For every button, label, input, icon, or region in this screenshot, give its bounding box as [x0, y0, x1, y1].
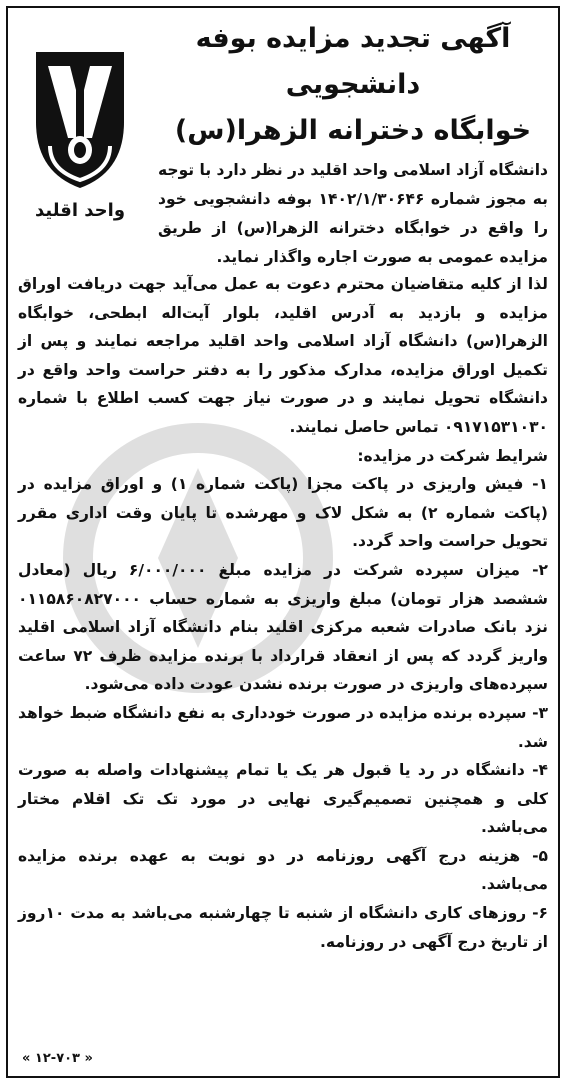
university-logo: [20, 42, 140, 262]
condition-item: ۴- دانشگاه در رد یا قبول هر یک یا تمام پیشنهادات واصله به صورت کلی و همچنین تصمیم‌گیری نهایی در مورد تک تک اقلام مختار می‌باشد.: [18, 761, 548, 837]
notice-frame: [6, 6, 560, 1078]
condition-item: ۲- میزان سپرده شرکت در مزایده مبلغ ۶/۰۰۰/۰۰۰ ریال (معادل ششصد هزار تومان) مبلغ واریزی به شماره حساب ۰۱۱۵۸۶۰۸۲۷۰۰۰ نزد بانک صادرات شعبه مرکزی اقلید بنام دانشگاه آزاد اسلامی اقلید واریز گردد که پس از انعقاد قرارداد با برنده مزایده ظرف ۷۲ ساعت سپرده‌های واریزی در صورت برنده نشدن عودت داده می‌شود.: [18, 560, 548, 694]
condition-item: ۵- هزینه درج آگهی روزنامه در دو نوبت به عهده برنده مزایده می‌باشد.: [18, 846, 548, 894]
invite-paragraph: لذا از کلیه متقاضیان محترم دعوت به عمل می‌آید جهت دریافت اوراق مزایده و بازدید به آدرس اقلید، بلوار آیت‌اله ابطحی، خوابگاه الزهرا(س) دانشگاه آزاد اسلامی واحد اقلید مراجعه نمایند و پس از تکمیل اوراق مزایده، مدارک مذکور را به دفتر حراست واحد واقع در دانشگاه تحویل نمایند و در صورت نیاز جهت کسب اطلاع با شماره ۰۹۱۷۱۵۳۱۰۳۰ تماس حاصل نمایند.: [18, 275, 548, 436]
notice-header: [8, 8, 558, 276]
intro-paragraph: دانشگاه آزاد اسلامی واحد اقلید در نظر دارد با توجه به مجوز شماره ۱۴۰۲/۱/۳۰۶۴۶ بوفه دانشجویی خود را واقع در خوابگاه دخترانه الزهرا(س) از طریق مزایده عمومی به صورت اجاره واگذار نماید.: [158, 161, 548, 266]
conditions-heading: شرایط شرکت در مزایده:: [357, 446, 548, 465]
condition-item: ۱- فیش واریزی در پاکت مجزا (پاکت شماره ۱) و اوراق مزایده در (پاکت شماره ۲) به شکل لاک و مهرشده تا پایان وقت اداری مقرر تحویل حراست واحد گردد.: [18, 475, 548, 551]
title-line-2: خوابگاه دخترانه الزهرا(س): [174, 115, 532, 146]
notice-code: « ۱۲-۷۰۳ »: [22, 1051, 93, 1066]
title-line-1: آگهی تجدید مزایده بوفه دانشجویی: [195, 23, 511, 100]
condition-item: ۶- روزهای کاری دانشگاه از شنبه تا چهارشنبه می‌باشد به مدت ۱۰روز از تاریخ درج آگهی در روزنامه.: [18, 904, 548, 951]
azad-university-emblem-icon: [30, 42, 130, 192]
notice-title: [158, 16, 548, 154]
branch-caption: واحد اقلید: [34, 200, 126, 221]
condition-item: ۳- سپرده برنده مزایده در صورت خودداری به نفع دانشگاه ضبط خواهد شد.: [18, 703, 548, 751]
notice-body: [18, 270, 548, 956]
